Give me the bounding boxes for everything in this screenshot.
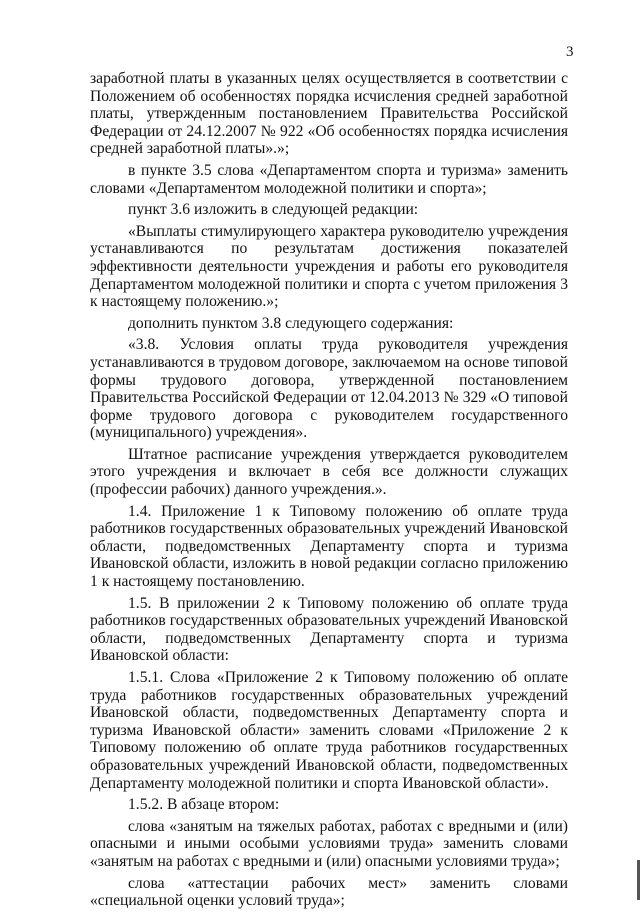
- paragraph: 1.5. В приложении 2 к Типовому положению об оплате труда работников государственных образовательных учреждений Ивановской области, подведомственных Департаменту спорта и туризма Ивановской области:: [90, 594, 568, 665]
- paragraph: Штатное расписание учреждения утверждается руководителем этого учреждения и включает в себя все должности служащих (профессии рабочих) данного учреждения.».: [90, 445, 568, 499]
- paragraph: дополнить пунктом 3.8 следующего содержания:: [128, 314, 454, 332]
- page-number: 3: [566, 44, 574, 60]
- paragraph: слова «занятым на тяжелых работах, работах с вредными и (или) опасными и иными особыми условиями труда» заменить словами «занятым на работах с вредными и (или) опасными условиями труда»;: [90, 817, 568, 870]
- paragraph: 1.5.2. В абзаце втором:: [128, 796, 280, 814]
- document-body: [90, 70, 568, 914]
- paragraph: 1.5.1. Слова «Приложение 2 к Типовому положению об оплате труда работников государственных образовательных учреждений Ивановской области, подведомственных Департаменту спорта и туризма Ивановской области» заменить словами «Приложение 2 к Типовому положению об оплате труда работников государственных образовательных учреждений Ивановской области, подведомственных Департаменту молодежной политики и спорта Ивановской области».: [90, 669, 568, 792]
- paragraph: 1.4. Приложение 1 к Типовому положению об оплате труда работников государственных образовательных учреждений Ивановской области, подведомственных Департаменту спорта и туризма Ивановской области, изложить в новой редакции согласно приложению 1 к настоящему постановлению.: [90, 502, 568, 591]
- paragraph: «3.8. Условия оплаты труда руководителя учреждения устанавливаются в трудовом договоре, заключаемом на основе типовой формы трудового договора, утвержденной постановлением Правительства Российской Федерации от 12.04.2013 № 329 «О типовой форме трудового договора с руководителем государственного (муниципального) учреждения».: [90, 336, 568, 442]
- paragraph: слова «аттестации рабочих мест» заменить словами «специальной оценки условий труда»;: [90, 874, 568, 910]
- paragraph: в пункте 3.5 слова «Департаментом спорта и туризма» заменить словами «Департаментом молодежной политики и спорта»;: [90, 161, 568, 197]
- paragraph: пункт 3.6 изложить в следующей редакции:: [128, 201, 419, 219]
- paragraph: заработной платы в указанных целях осуществляется в соответствии с Положением об особенностях порядка исчисления средней заработной платы, утвержденным постановлением Правительства Российской Федерации от 24.12.2007 № 922 «Об особенностях порядка исчисления средней заработной платы».»;: [90, 70, 568, 158]
- paragraph: «Выплаты стимулирующего характера руководителю учреждения устанавливаются по результатам достижения показателей эффективности деятельности учреждения и работы его руководителя Департаментом молодежной политики и спорта с учетом приложения 3 к настоящему положению.»;: [90, 222, 568, 311]
